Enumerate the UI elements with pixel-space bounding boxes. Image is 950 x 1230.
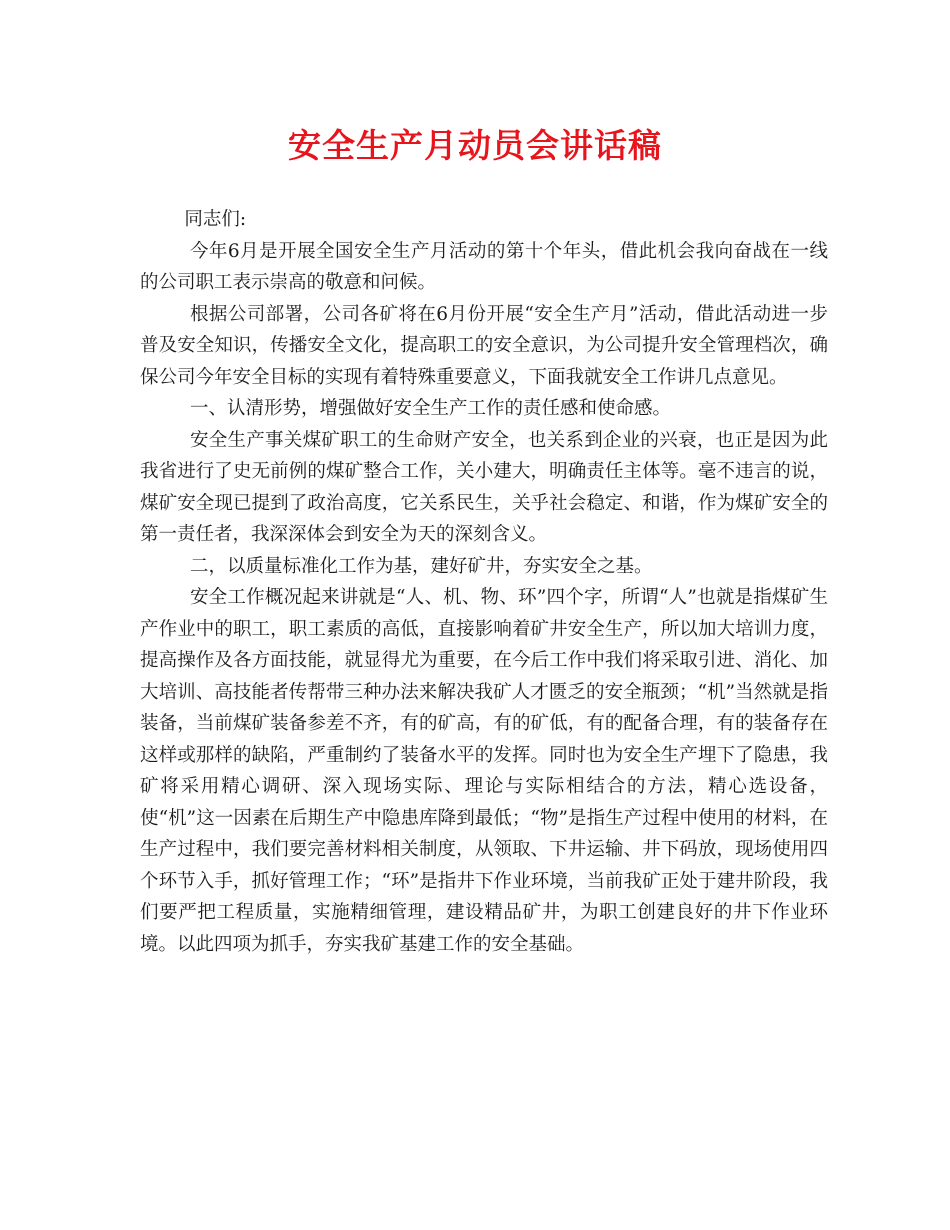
paragraph-3: 安全生产事关煤矿职工的生命财产安全，也关系到企业的兴衰，也正是因为此我省进行了史无前例的煤矿整合工作，关小建大，明确责任主体等。毫不违言的说，煤矿安全现已提到了政治高度，它关系民生，关乎社会稳定、和谐，作为煤矿安全的第一责任者，我深深体会到安全为天的深刻含义。	[140, 429, 828, 545]
section-heading-2: 二，以质量标准化工作为基，建好矿井，夯实安全之基。	[189, 555, 653, 577]
salutation: 同志们:	[184, 209, 247, 230]
paragraph-1: 今年6月是开展全国安全生产月活动的第十个年头，借此机会我向奋战在一线的公司职工表示崇高的敬意和问候。	[140, 240, 828, 293]
section-heading-1: 一、认清形势，增强做好安全生产工作的责任感和使命感。	[189, 398, 671, 419]
paragraph-2: 根据公司部署，公司各矿将在6月份开展“安全生产月”活动，借此活动进一步普及安全知识，传播安全文化，提高职工的安全意识，为公司提升安全管理档次，确保公司今年安全目标的实现有着特殊重要意义，下面我就安全工作讲几点意见。	[140, 303, 828, 388]
document-body	[140, 204, 828, 960]
paragraph-4: 安全工作概况起来讲就是“人、机、物、环”四个字，所谓“人”也就是指煤矿生产作业中的职工，职工素质的高低，直接影响着矿井安全生产，所以加大培训力度，提高操作及各方面技能，就显得尤为重要，在今后工作中我们将采取引进、消化、加大培训、高技能者传帮带三种办法来解决我矿人才匮乏的安全瓶颈；“机”当然就是指装备，当前煤矿装备参差不齐，有的矿高，有的矿低，有的配备合理，有的装备存在这样或那样的缺陷，严重制约了装备水平的发挥。同时也为安全生产埋下了隐患，我矿将采用精心调研、深入现场实际、理论与实际相结合的方法，精心选设备，使“机”这一因素在后期生产中隐患库降到最低；“物”是指生产过程中使用的材料，在生产过程中，我们要完善材料相关制度，从领取、下井运输、井下码放，现场使用四个环节入手，抓好管理工作；“环”是指井下作业环境，当前我矿正处于建井阶段，我们要严把工程质量，实施精细管理，建设精品矿井，为职工创建良好的井下作业环境。以此四项为抓手，夯实我矿基建工作的安全基础。	[140, 587, 828, 955]
document-title: 安全生产月动员会讲话稿	[288, 126, 662, 165]
